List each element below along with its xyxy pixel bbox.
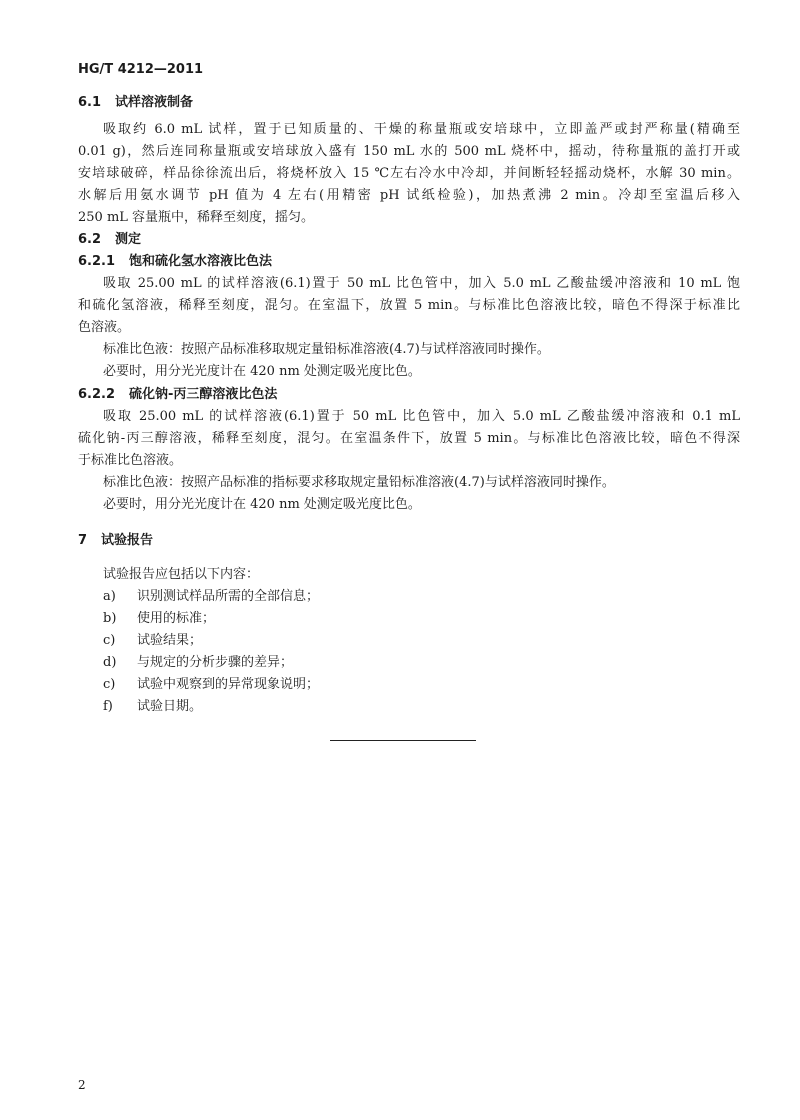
paragraph-line: 吸取约 6.0 mL 试样，置于已知质量的、干燥的称量瓶或安培球中，立即盖严或封严称量(精确至 <box>103 122 740 137</box>
section-title: 饱和硫化氢水溶液比色法 <box>129 254 273 269</box>
section-6-1-heading <box>78 92 740 114</box>
paragraph-line: 安培球破碎，样品徐徐流出后，将烧杯放入 15 ℃左右冷水中冷却，并间断轻轻摇动烧杯，水解 30 min。 <box>78 166 740 181</box>
paragraph-line: 水解后用氨水调节 pH 值为 4 左右(用精密 pH 试纸检验)，加热煮沸 2 min。冷却至室温后移入 <box>78 188 740 203</box>
paragraph-line: 于标准比色溶液。 <box>78 453 183 468</box>
paragraph-line: 250 mL 容量瓶中，稀释至刻度，摇匀。 <box>78 210 315 225</box>
paragraph-line: 色溶液。 <box>78 320 131 335</box>
paragraph-line: 和硫化氢溶液，稀释至刻度，混匀。在室温下，放置 5 min。与标准比色溶液比较，暗色不得深于标准比 <box>78 298 740 313</box>
list-item-text: 识别测试样品所需的全部信息； <box>137 589 320 604</box>
standard-solution-note: 标准比色液：按照产品标准的指标要求移取规定量铅标准溶液(4.7)与试样溶液同时操作。 <box>103 475 615 490</box>
page-content <box>78 59 740 741</box>
paragraph-line: 硫化钠-丙三醇溶液，稀释至刻度，混匀。在室温条件下，放置 5 min。与标准比色溶液比较，暗色不得深 <box>78 431 740 446</box>
section-number: 6.2 <box>78 232 102 247</box>
list-item <box>78 696 740 718</box>
section-7-heading <box>78 530 740 552</box>
section-6-2-2-paragraph <box>78 406 740 472</box>
section-6-2-1-paragraph <box>78 273 740 339</box>
section-number: 6.1 <box>78 95 102 110</box>
section-number: 7 <box>78 533 88 548</box>
list-item-text: 试验结果； <box>137 633 203 648</box>
standard-solution-note: 标准比色液：按照产品标准移取规定量铅标准溶液(4.7)与试样溶液同时操作。 <box>103 342 550 357</box>
list-item <box>78 586 740 608</box>
list-item <box>78 674 740 696</box>
list-item-text: 使用的标准； <box>137 611 216 626</box>
list-item-text: 与规定的分析步骤的差异； <box>137 655 294 670</box>
photometer-note: 必要时，用分光光度计在 420 nm 处测定吸光度比色。 <box>103 364 421 379</box>
page-number: 2 <box>78 1078 86 1092</box>
section-6-2-2-heading <box>78 384 740 406</box>
list-marker: d) <box>103 655 117 670</box>
section-title: 硫化钠-丙三醇溶液比色法 <box>129 387 278 402</box>
report-items-list <box>78 586 740 718</box>
list-item <box>78 608 740 630</box>
report-intro: 试验报告应包括以下内容： <box>103 567 260 582</box>
list-item <box>78 630 740 652</box>
list-marker: f) <box>103 699 113 714</box>
end-of-text-rule <box>330 740 476 741</box>
list-marker: b) <box>103 611 117 626</box>
section-number: 6.2.2 <box>78 387 116 402</box>
paragraph-line: 吸取 25.00 mL 的试样溶液(6.1)置于 50 mL 比色管中，加入 5.0 mL 乙酸盐缓冲溶液和 0.1 mL <box>103 409 740 424</box>
section-6-1-paragraph <box>78 119 740 229</box>
section-6-2-heading <box>78 229 740 251</box>
list-item <box>78 652 740 674</box>
standard-code-header: HG/T 4212—2011 <box>78 62 204 77</box>
list-marker: c) <box>103 633 116 648</box>
list-marker: a) <box>103 589 116 604</box>
list-marker: c) <box>103 677 116 692</box>
paragraph-line: 吸取 25.00 mL 的试样溶液(6.1)置于 50 mL 比色管中，加入 5.0 mL 乙酸盐缓冲溶液和 10 mL 饱 <box>103 276 740 291</box>
list-item-text: 试验中观察到的异常现象说明； <box>137 677 320 692</box>
section-title: 测定 <box>115 232 142 247</box>
section-title: 试验报告 <box>101 533 154 548</box>
paragraph-line: 0.01 g)，然后连同称量瓶或安培球放入盛有 150 mL 水的 500 mL 烧杯中，摇动，待称量瓶的盖打开或 <box>78 144 740 159</box>
section-6-2-1-heading <box>78 251 740 273</box>
photometer-note: 必要时，用分光光度计在 420 nm 处测定吸光度比色。 <box>103 497 421 512</box>
list-item-text: 试验日期。 <box>137 699 203 714</box>
section-title: 试样溶液制备 <box>115 95 194 110</box>
section-number: 6.2.1 <box>78 254 116 269</box>
